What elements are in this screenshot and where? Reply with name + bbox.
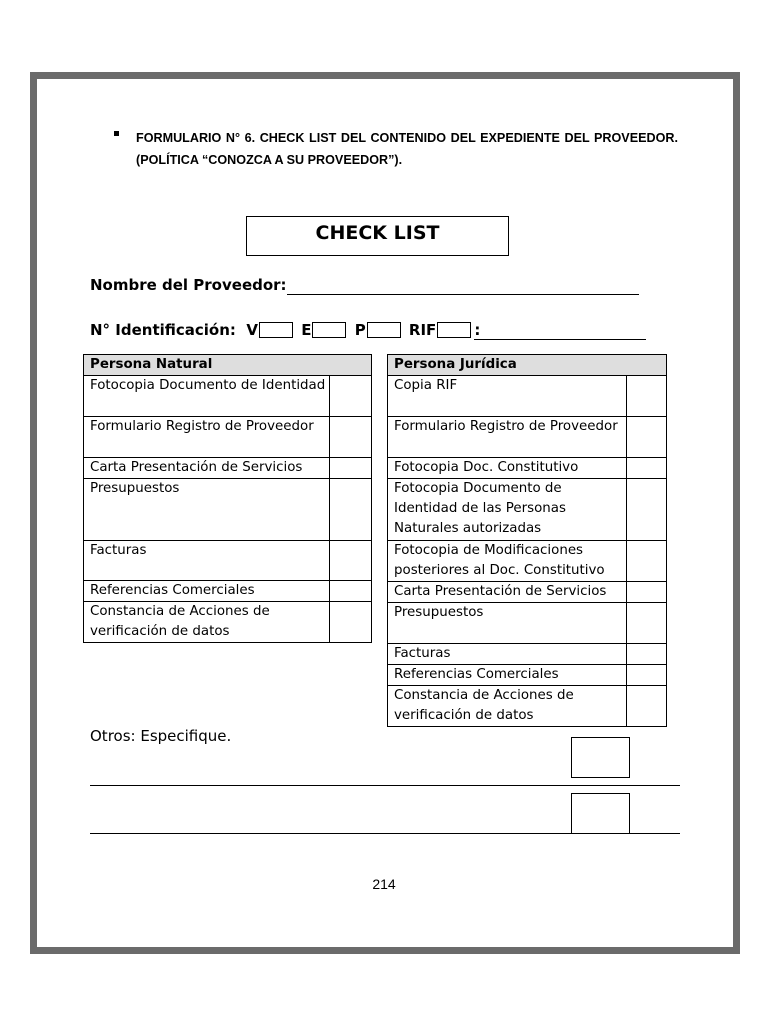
table-row: [84, 602, 372, 643]
juridica-item: Fotocopia de Modificaciones posteriores al Doc. Constitutivo: [388, 541, 627, 582]
table-row: [84, 581, 372, 602]
check-box[interactable]: [627, 417, 667, 458]
otros-check-box-1[interactable]: [571, 737, 630, 778]
check-box[interactable]: [627, 582, 667, 603]
natural-item: Formulario Registro de Proveedor: [84, 417, 330, 458]
check-box[interactable]: [627, 644, 667, 665]
table-row: [84, 417, 372, 458]
check-box[interactable]: [627, 603, 667, 644]
check-box[interactable]: [627, 686, 667, 727]
supplier-name-field[interactable]: [287, 276, 639, 295]
check-list-title: CHECK LIST: [246, 216, 509, 256]
natural-item: Fotocopia Documento de Identidad: [84, 376, 330, 417]
otros-check-box-2[interactable]: [571, 793, 630, 834]
check-box[interactable]: [330, 458, 372, 479]
check-box[interactable]: [627, 479, 667, 541]
juridica-item: Formulario Registro de Proveedor: [388, 417, 627, 458]
natural-item: Carta Presentación de Servicios: [84, 458, 330, 479]
juridica-item: Constancia de Acciones de verificación de datos: [388, 686, 627, 727]
check-box[interactable]: [330, 602, 372, 643]
id-option-e: E: [301, 321, 312, 339]
bullet-icon: [114, 131, 119, 136]
check-box[interactable]: [330, 541, 372, 581]
table-row: [388, 417, 667, 458]
table-row: [388, 603, 667, 644]
check-box[interactable]: [627, 458, 667, 479]
table-row: [388, 582, 667, 603]
otros-label: Otros: Especifique.: [90, 727, 232, 745]
juridica-item: Fotocopia Doc. Constitutivo: [388, 458, 627, 479]
check-box[interactable]: [330, 417, 372, 458]
id-row: [90, 321, 646, 340]
natural-header: Persona Natural: [84, 355, 372, 376]
table-row: [388, 665, 667, 686]
natural-item: Facturas: [84, 541, 330, 581]
natural-item: Presupuestos: [84, 479, 330, 541]
id-box-rif[interactable]: [437, 322, 471, 338]
table-row: [388, 376, 667, 417]
juridica-item: Fotocopia Documento de Identidad de las Personas Naturales autorizadas: [388, 479, 627, 541]
natural-table: [83, 354, 372, 643]
table-row: [84, 479, 372, 541]
juridica-item: Presupuestos: [388, 603, 627, 644]
table-row: [84, 458, 372, 479]
id-box-p[interactable]: [367, 322, 401, 338]
supplier-name-label: Nombre del Proveedor:: [90, 276, 287, 294]
form-heading: FORMULARIO N° 6. CHECK LIST DEL CONTENIDO DEL EXPEDIENTE DEL PROVEEDOR. (POLÍTICA “CONOZCA A SU PROVEEDOR”).: [136, 131, 678, 167]
id-option-v: V: [246, 321, 258, 339]
otros-line-2[interactable]: [90, 833, 680, 834]
page-number: 214: [372, 876, 396, 892]
supplier-name-row: [90, 276, 639, 295]
check-box[interactable]: [330, 479, 372, 541]
table-row: [84, 541, 372, 581]
table-row: [84, 376, 372, 417]
juridica-item: Copia RIF: [388, 376, 627, 417]
id-option-p: P: [354, 321, 366, 339]
juridica-item: Carta Presentación de Servicios: [388, 582, 627, 603]
natural-item: Referencias Comerciales: [84, 581, 330, 602]
id-number-field[interactable]: :: [474, 321, 646, 340]
id-box-v[interactable]: [259, 322, 293, 338]
natural-item: Constancia de Acciones de verificación de datos: [84, 602, 330, 643]
table-row: [388, 458, 667, 479]
check-box[interactable]: [330, 376, 372, 417]
juridica-item: Facturas: [388, 644, 627, 665]
check-box[interactable]: [627, 665, 667, 686]
juridica-item: Referencias Comerciales: [388, 665, 627, 686]
table-row: [388, 644, 667, 665]
check-box[interactable]: [627, 541, 667, 582]
juridica-header: Persona Jurídica: [388, 355, 667, 376]
otros-line-1[interactable]: [90, 785, 680, 786]
id-label: N° Identificación:: [90, 321, 236, 339]
check-box[interactable]: [330, 581, 372, 602]
check-box[interactable]: [627, 376, 667, 417]
id-option-rif: RIF: [408, 321, 437, 339]
juridica-table: [387, 354, 667, 727]
table-row: [388, 479, 667, 541]
table-row: [388, 541, 667, 582]
id-box-e[interactable]: [312, 322, 346, 338]
table-row: [388, 686, 667, 727]
